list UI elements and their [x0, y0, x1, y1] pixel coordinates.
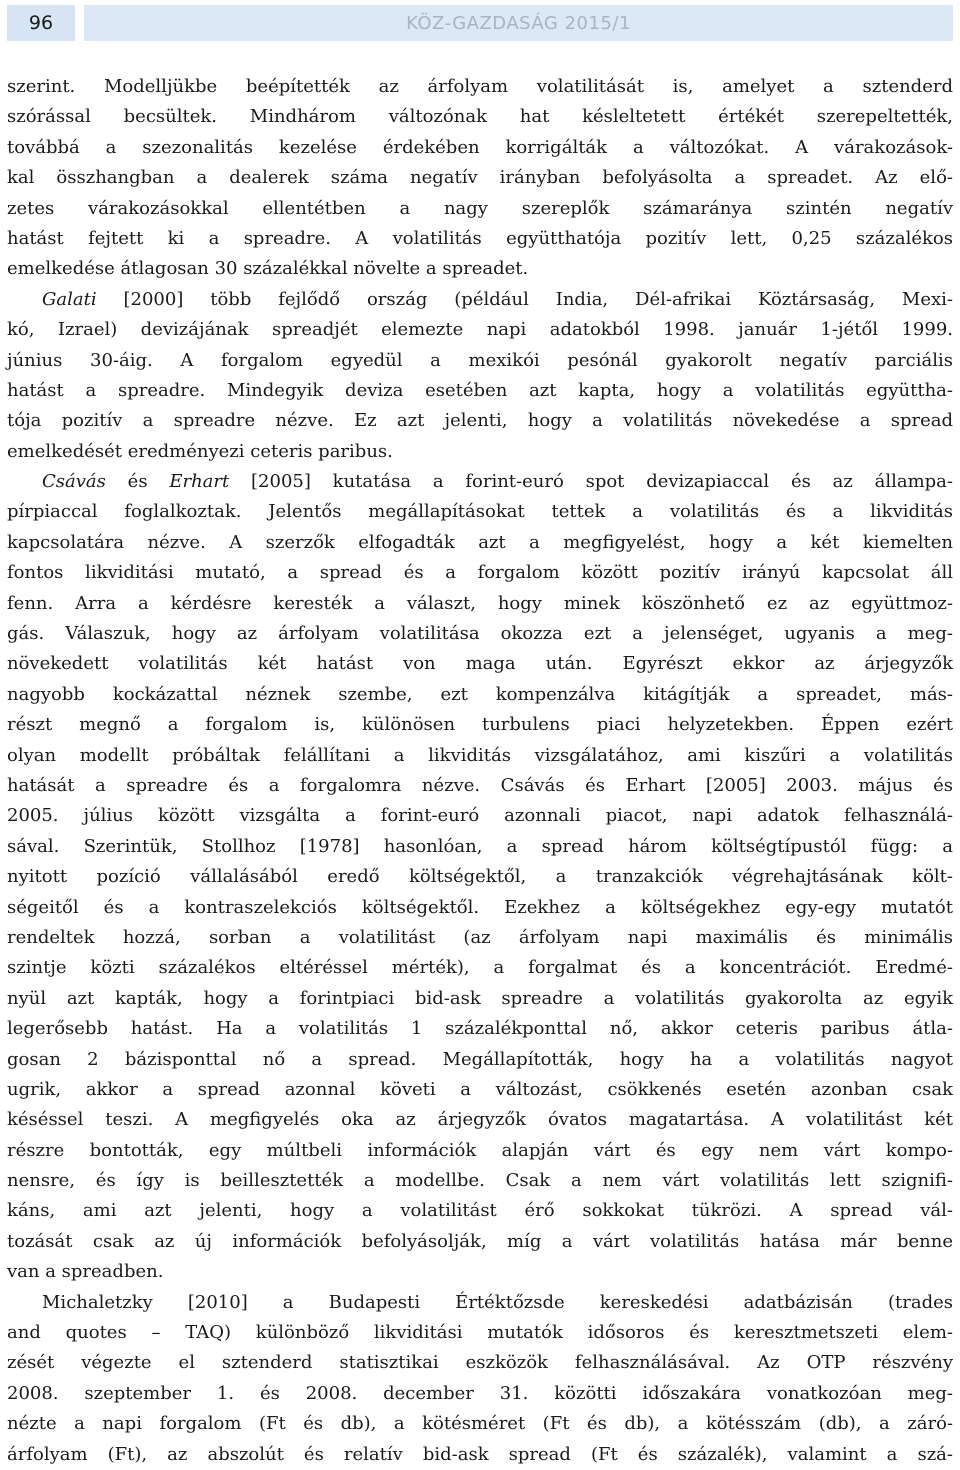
text-line: káns, ami azt jelenti, hogy a volatilitást érő sokkokat tükrözi. A spread vál-: [7, 1200, 953, 1222]
page-number: 96: [7, 5, 75, 41]
text-line: Michaletzky [2010] a Budapesti Értéktőzsde kereskedési adatbázisán (trades: [42, 1291, 953, 1313]
text-line: gosan 2 bázisponttal nő a spread. Megállapították, hogy ha a volatilitás nagyot: [7, 1048, 953, 1070]
text-line: hatását a spreadre és a forgalomra nézve. Csávás és Erhart [2005] 2003. május és: [7, 774, 953, 796]
text-fragment: [2000] több fejlődő ország (például India, Dél-afrikai Köztársaság, Mexi-: [96, 288, 953, 310]
text-line: van a spreadben.: [7, 1261, 164, 1283]
text-line: árfolyam (Ft), az abszolút és relatív bid-ask spread (Ft és százalék), valamint a szá-: [7, 1443, 953, 1465]
text-line: emelkedése átlagosan 30 százalékkal növelte a spreadet.: [7, 258, 529, 280]
text-line: emelkedését eredményezi ceteris paribus.: [7, 440, 393, 462]
text-line: ugrik, akkor a spread azonnal követi a változást, csökkenés esetén azonban csak: [7, 1078, 953, 1100]
text-line: fontos likviditási mutató, a spread és a forgalom között pozitív irányú kapcsolat áll: [7, 562, 953, 584]
text-line: szerint. Modelljükbe beépítették az árfolyam volatilitását is, amelyet a sztenderd: [7, 76, 953, 97]
text-line: olyan modellt próbáltak felállítani a likviditás vizsgálatához, ami kiszűri a volatilitás: [7, 744, 953, 766]
text-line: szórással becsültek. Mindhárom változónak hat késleltetett értékét szerepeltették,: [7, 106, 953, 128]
text-line: [7, 467, 953, 497]
text-line: fenn. Arra a kérdésre keresték a választ, hogy minek köszönhető ez az együttmoz-: [7, 592, 953, 614]
author-name: Galati: [42, 288, 97, 310]
text-line: sával. Szerintük, Stollhoz [1978] hasonlóan, a spread három költségtípustól függ: a: [7, 835, 953, 857]
author-name: Csávás: [42, 471, 106, 493]
text-line: and quotes – TAQ) különböző likviditási mutatók idősoros és keresztmetszeti elem-: [7, 1322, 953, 1344]
text-line: részre bontották, egy múltbeli információk alapján várt és egy nem várt kompo-: [7, 1139, 953, 1161]
text-line: késéssel teszi. A megfigyelés oka az árjegyzők óvatos magatartása. A volatilitást két: [7, 1109, 953, 1131]
text-line: kó, Izrael) devizájának spreadjét elemezte napi adatokból 1998. január 1-jétől 1999.: [7, 319, 953, 341]
text-line: rendeltek hozzá, sorban a volatilitást (az árfolyam napi maximális és minimális: [7, 926, 953, 948]
text-line: hatást a spreadre. Mindegyik deviza esetében azt kapta, hogy a volatilitás együttha-: [7, 379, 953, 401]
text-line: tója pozitív a spreadre nézve. Ez azt jelenti, hogy a volatilitás növekedése a spread: [7, 410, 953, 432]
text-line: gás. Válaszuk, hogy az árfolyam volatilitása okozza ezt a jelenséget, ugyanis a meg-: [7, 623, 953, 645]
text-line: nézte a napi forgalom (Ft és db), a kötésméret (Ft és db), a kötésszám (db), a záró-: [7, 1413, 953, 1435]
text-line: részt megnő a forgalom is, különösen turbulens piaci helyzetekben. Éppen ezért: [7, 714, 953, 736]
text-line: 2008. szeptember 1. és 2008. december 31. közötti időszakára vonatkozóan meg-: [7, 1382, 953, 1404]
page-header: [7, 5, 953, 41]
text-line: tozását csak az új információk befolyásolják, míg a várt volatilitás hatása már benne: [7, 1230, 953, 1252]
text-line: kal összhangban a dealerek száma negatív irányban befolyásolta a spreadet. Az elő-: [7, 167, 953, 189]
text-line: zetes várakozásokkal ellentétben a nagy szereplők számaránya szintén negatív: [7, 197, 953, 219]
text-line: ségeitől és a kontraszelekciós költségektől. Ezekhez a költségekhez egy-egy mutatót: [7, 896, 953, 918]
text-line: hatást fejtett ki a spreadre. A volatilitás együtthatója pozitív lett, 0,25 százalékos: [7, 227, 953, 249]
text-fragment: és: [105, 471, 170, 493]
text-line: 2005. július között vizsgálta a forint-euró azonnali piacot, napi adatok felhasználá-: [7, 805, 953, 827]
text-line: legerősebb hatást. Ha a volatilitás 1 százalékponttal nő, akkor ceteris paribus átla-: [7, 1018, 953, 1040]
article-body: [7, 72, 953, 1470]
author-name: Erhart: [169, 471, 230, 493]
text-line: kapcsolatára nézve. A szerzők elfogadták azt a megfigyelést, hogy a két kiemelten: [7, 531, 953, 553]
text-line: nagyobb kockázattal néznek szembe, ezt kompenzálva kitágítják a spreadet, más-: [7, 683, 953, 705]
text-line: szintje közti százalékos eltéréssel mérték), a forgalmat és a koncentrációt. Eredmé-: [7, 957, 953, 979]
text-line: nyül azt kapták, hogy a forintpiaci bid-ask spreadre a volatilitás gyakorolta az egyik: [7, 987, 953, 1009]
running-head: KÖZ-GAZDASÁG 2015/1: [84, 5, 953, 41]
text-line: [7, 285, 953, 315]
text-line: június 30-áig. A forgalom egyedül a mexikói pesónál gyakorolt negatív parciális: [7, 349, 953, 371]
text-fragment: [2005] kutatása a forint-euró spot devizapiaccal és az állampa-: [229, 471, 953, 493]
text-line: továbbá a szezonalitás kezelése érdekében korrigálták a változókat. A várakozások-: [7, 136, 953, 158]
text-line: nensre, és így is beillesztették a modellbe. Csak a nem várt volatilitás lett szignifi-: [7, 1170, 953, 1192]
text-line: pírpiaccal foglalkoztak. Jelentős megállapításokat tettek a volatilitás és a likviditás: [7, 501, 953, 523]
text-line: növekedett volatilitás két hatást von maga után. Egyrészt ekkor az árjegyzők: [7, 653, 953, 675]
text-line: zését végezte el sztenderd statisztikai eszközök felhasználásával. Az OTP részvény: [7, 1352, 953, 1374]
text-line: nyitott pozíció vállalásából eredő költségektől, a tranzakciók végrehajtásának költ-: [7, 866, 953, 888]
